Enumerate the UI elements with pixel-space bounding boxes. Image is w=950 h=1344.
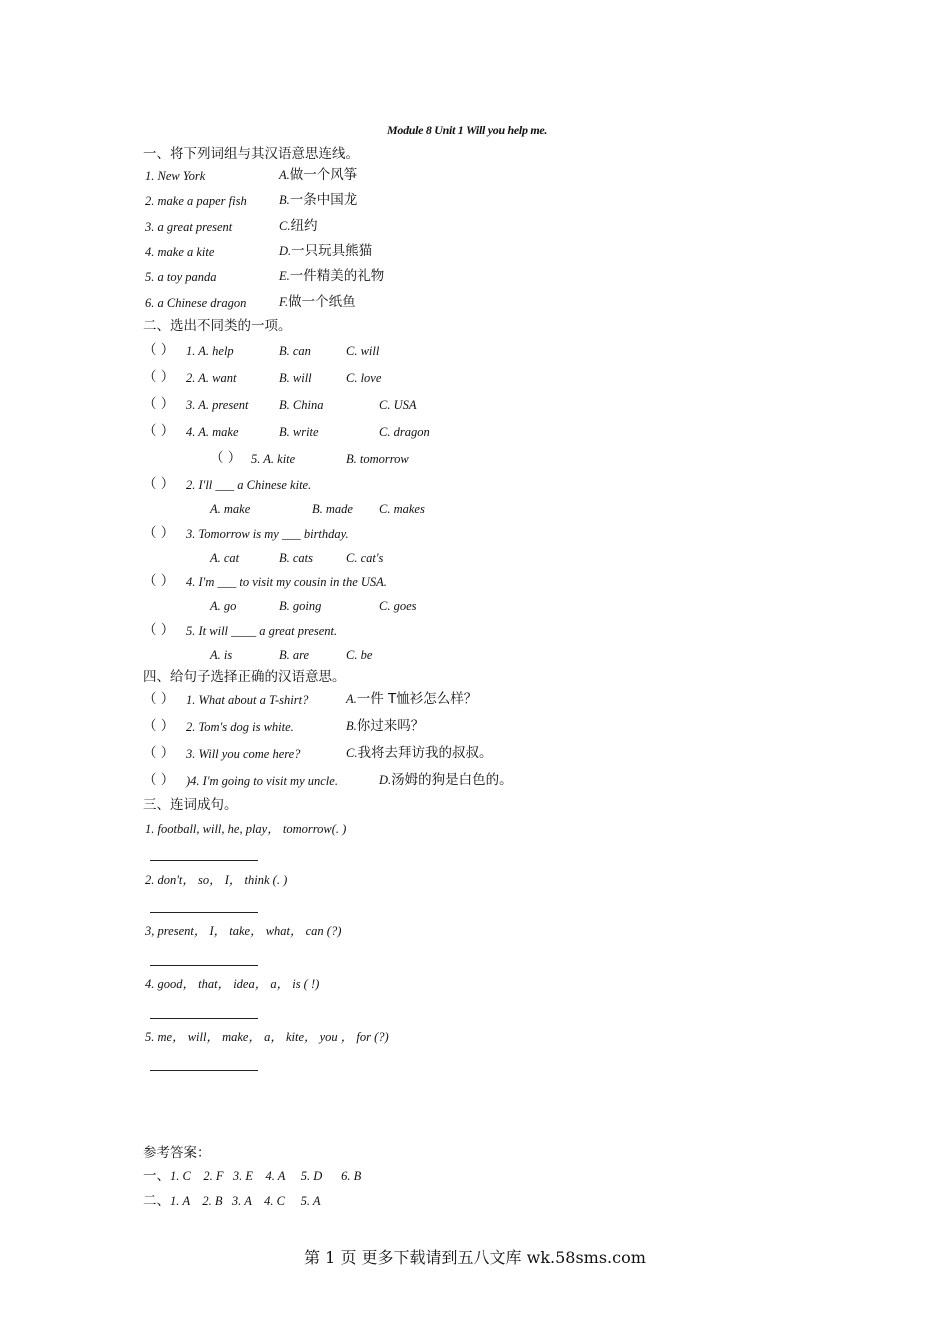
option-text: 一只玩具熊猫 xyxy=(291,243,373,259)
section2-item-1-a: 1. A. help xyxy=(186,344,234,358)
section2-item-4-c: C. dragon xyxy=(379,425,430,439)
answers-line-prefix: 二、 xyxy=(143,1193,170,1209)
answer-line xyxy=(150,965,258,966)
section5-item-2: 2. don't， so， I， think (. ) xyxy=(145,873,288,887)
section1-item-5-left: 5. a toy panda xyxy=(145,270,217,284)
answers-heading: 参考答案： xyxy=(143,1145,211,1161)
section4-item-3-answer xyxy=(346,744,492,763)
option-letter: B. xyxy=(279,193,290,207)
section5-heading: 三、连词成句。 xyxy=(143,797,238,813)
section3-item-4-b: B. going xyxy=(279,599,322,613)
section2-item-3-b: B. China xyxy=(279,398,324,412)
section2-item-3-c: C. USA xyxy=(379,398,417,412)
section1-item-6-left: 6. a Chinese dragon xyxy=(145,296,247,310)
option-text: 一件精美的礼物 xyxy=(289,268,385,284)
section4-item-3-question: 3. Will you come here? xyxy=(186,747,301,761)
section3-item-4-a: A. go xyxy=(210,599,237,613)
section3-item-2-c: C. makes xyxy=(379,502,425,516)
section2-item-2-c: C. love xyxy=(346,371,382,385)
section3-item-2-question: 2. I'll ___ a Chinese kite. xyxy=(186,478,312,492)
section3-item-4-question: 4. I'm ___ to visit my cousin in the USA. xyxy=(186,575,387,589)
section2-item-3-a: 3. A. present xyxy=(186,398,249,412)
option-letter: A. xyxy=(279,168,290,182)
section1-item-2-left: 2. make a paper fish xyxy=(145,194,247,208)
option-text: 做一个风筝 xyxy=(289,167,358,183)
section2-item-4-a: 4. A. make xyxy=(186,425,239,439)
answers-line-text: 1. A 2. B 3. A 4. C 5. A xyxy=(170,1194,321,1208)
section2-item-1-b: B. can xyxy=(279,344,311,358)
answer-line xyxy=(150,1018,258,1019)
section2-item-1-c: C. will xyxy=(346,344,380,358)
option-letter: B. xyxy=(346,719,357,733)
section1-item-1-left: 1. New York xyxy=(145,169,206,183)
section3-item-5-c: C. be xyxy=(346,648,373,662)
section5-item-4: 4. good， that， idea， a， is ( !) xyxy=(145,977,320,991)
section4-item-2-answer xyxy=(346,717,424,736)
section3-item-4-c: C. goes xyxy=(379,599,417,613)
section1-item-3-right xyxy=(279,217,317,236)
section3-item-3-question: 3. Tomorrow is my ___ birthday. xyxy=(186,527,349,541)
section2-item-4-b: B. write xyxy=(279,425,319,439)
option-letter: D. xyxy=(379,773,392,787)
answer-line xyxy=(150,912,258,913)
section2-heading: 二、选出不同类的一项。 xyxy=(143,318,292,334)
section3-item-2-b: B. made xyxy=(312,502,353,516)
document-title: Module 8 Unit 1 Will you help me. xyxy=(387,123,548,137)
section4-item-4-answer xyxy=(379,771,513,790)
section1-item-3-left: 3. a great present xyxy=(145,220,233,234)
section2-item-5-b: B. tomorrow xyxy=(346,452,409,466)
answer-paren: （ ） xyxy=(143,525,175,541)
section5-item-1: 1. football, will, he, play， tomorrow(. ) xyxy=(145,822,347,836)
section4-heading: 四、给句子选择正确的汉语意思。 xyxy=(143,669,346,685)
section3-item-3-c: C. cat's xyxy=(346,551,384,565)
section1-item-5-right xyxy=(279,267,384,286)
section1-item-4-left: 4. make a kite xyxy=(145,245,215,259)
section3-item-3-a: A. cat xyxy=(210,551,240,565)
section3-item-5-b: B. are xyxy=(279,648,310,662)
option-text: 做一个纸鱼 xyxy=(288,294,356,310)
answers-line-2 xyxy=(143,1192,320,1211)
answer-paren: （ ） xyxy=(143,369,175,385)
answer-paren: （ ） xyxy=(143,745,175,761)
answer-line xyxy=(150,860,258,861)
option-letter: D. xyxy=(279,244,292,258)
page-footer: 第 1 页 更多下载请到五八文库 wk.58sms.com xyxy=(304,1248,646,1267)
option-text: 我将去拜访我的叔叔。 xyxy=(357,745,493,761)
section2-item-2-b: B. will xyxy=(279,371,312,385)
option-letter: F. xyxy=(279,295,289,309)
section4-item-1-question: 1. What about a T-shirt? xyxy=(186,693,309,707)
answers-line-prefix: 一、 xyxy=(143,1168,170,1184)
answer-paren: （ ） xyxy=(143,772,175,788)
section1-item-1-right xyxy=(279,166,357,185)
answer-paren: （ ） xyxy=(143,691,175,707)
answer-paren: （ ） xyxy=(210,450,242,466)
section5-item-5: 5. me， will， make， a， kite， you ， for (?) xyxy=(145,1030,389,1044)
option-text: 一条中国龙 xyxy=(289,192,358,208)
answer-line xyxy=(150,1070,258,1071)
section1-heading: 一、将下列词组与其汉语意思连线。 xyxy=(143,146,359,162)
answer-paren: （ ） xyxy=(143,476,175,492)
section4-item-4-question: )4. I'm going to visit my uncle. xyxy=(186,774,338,788)
option-letter: C. xyxy=(279,219,291,233)
section2-item-5-a: 5. A. kite xyxy=(251,452,296,466)
section4-item-2-question: 2. Tom's dog is white. xyxy=(186,720,294,734)
section4-item-1-answer xyxy=(346,690,477,709)
section1-item-6-right xyxy=(279,293,356,312)
section3-item-3-b: B. cats xyxy=(279,551,314,565)
answer-paren: （ ） xyxy=(143,622,175,638)
answers-line-text: 1. C 2. F 3. E 4. A 5. D 6. B xyxy=(170,1169,362,1183)
section3-item-2-a: A. make xyxy=(210,502,251,516)
option-text: 纽约 xyxy=(290,218,318,234)
option-text: 汤姆的狗是白色的。 xyxy=(391,772,513,788)
answer-paren: （ ） xyxy=(143,718,175,734)
section3-item-5-a: A. is xyxy=(210,648,233,662)
option-text: 你过来吗？ xyxy=(356,718,425,734)
option-letter: A. xyxy=(346,692,357,706)
answer-paren: （ ） xyxy=(143,423,175,439)
answer-paren: （ ） xyxy=(143,396,175,412)
answers-line-1 xyxy=(143,1167,361,1186)
option-letter: C. xyxy=(346,746,358,760)
section1-item-4-right xyxy=(279,242,372,261)
section2-item-2-a: 2. A. want xyxy=(186,371,237,385)
option-letter: E. xyxy=(279,269,290,283)
answer-paren: （ ） xyxy=(143,573,175,589)
section5-item-3: 3, present， I， take， what， can (?) xyxy=(145,924,342,938)
section1-item-2-right xyxy=(279,191,357,210)
answer-paren: （ ） xyxy=(143,342,175,358)
section3-item-5-question: 5. It will ____ a great present. xyxy=(186,624,338,638)
option-text: 一件 T恤衫怎么样？ xyxy=(356,691,478,707)
